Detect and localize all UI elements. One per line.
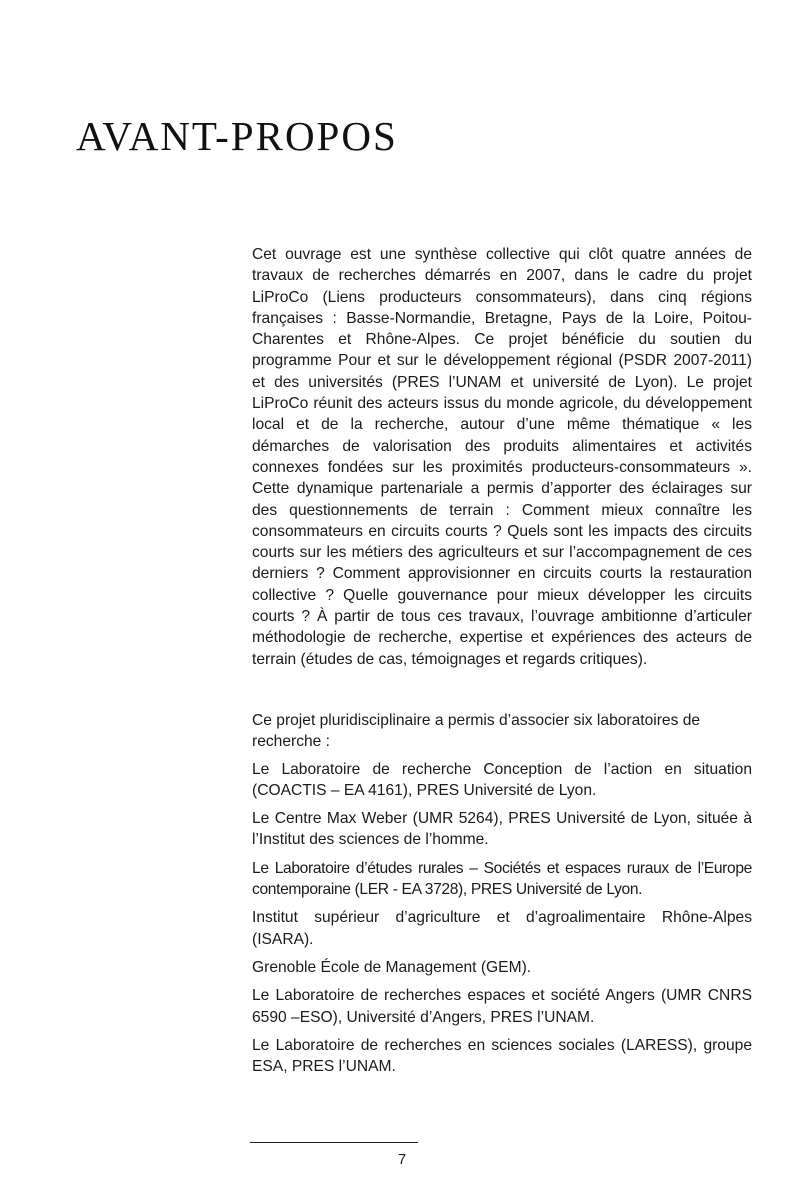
footer-divider [250,1142,418,1143]
page-number: 7 [397,1151,407,1168]
page-title: AVANT-PROPOS [76,113,398,159]
intro-paragraph: Cet ouvrage est une synthèse collective qui clôt quatre années de travaux de recherches démarrés en 2007, dans le cadre du projet LiProCo (Liens producteurs consommateurs), dans cinq régions françaises : Basse-Normandie, Bretagne, Pays de la Loire, Poitou-Charentes et Rhône-Alpes. Ce projet bénéficie du soutien du programme Pour et sur le développement régional (PSDR 2007-2011) et des universités (PRES l’UNAM et université de Lyon). Le projet LiProCo réunit des acteurs issus du monde agricole, du développement local et de la recherche, autour d’une même thématique « les démarches de valorisation des produits alimentaires et activités connexes fondées sur les proximités producteurs-consommateurs ». Cette dynamique partenariale a permis d’apporter des éclairages sur des questionnements de terrain : Comment mieux connaître les consommateurs en circuits courts ? Quels sont les impacts des circuits courts sur les métiers des agriculteurs et sur l’accompagnement de ces derniers ? Comment approvisionner en circuits courts la restauration collective ? Quelle gouvernance pour mieux développer les circuits courts ? À partir de tous ces travaux, l’ouvrage ambitionne d’articuler méthodologie de recherche, expertise et expériences des acteurs de terrain (études de cas, témoignages et regards critiques). [252,246,752,668]
lab-item-coactis: Le Laboratoire de recherche Conception de l’action en situation (COACTIS – EA 4161), PRES Université de Lyon. [252,760,752,799]
lab-item-gem: Grenoble École de Management (GEM). [252,958,532,976]
lab-item-laress: Le Laboratoire de recherches en sciences sociales (LARESS), groupe ESA, PRES l’UNAM. [252,1036,752,1076]
lab-list [252,759,752,1078]
lab-item-max-weber: Le Centre Max Weber (UMR 5264), PRES Université de Lyon, située à l’Institut des sciences de l’homme. [252,810,752,849]
labs-heading: Ce projet pluridisciplinaire a permis d’associer six laboratoires de recherche : [252,712,701,751]
labs-section [252,710,752,1084]
lab-item-eso: Le Laboratoire de recherches espaces et société Angers (UMR CNRS 6590 –ESO), Université d’Angers, PRES l’UNAM. [252,987,752,1026]
lab-item-ler: Le Laboratoire d’études rurales – Sociétés et espaces ruraux de l’Europe contemporaine (LER - EA 3728), PRES Université de Lyon. [252,859,752,899]
lab-item-isara: Institut supérieur d’agriculture et d’agroalimentaire Rhône-Alpes (ISARA). [252,909,752,948]
